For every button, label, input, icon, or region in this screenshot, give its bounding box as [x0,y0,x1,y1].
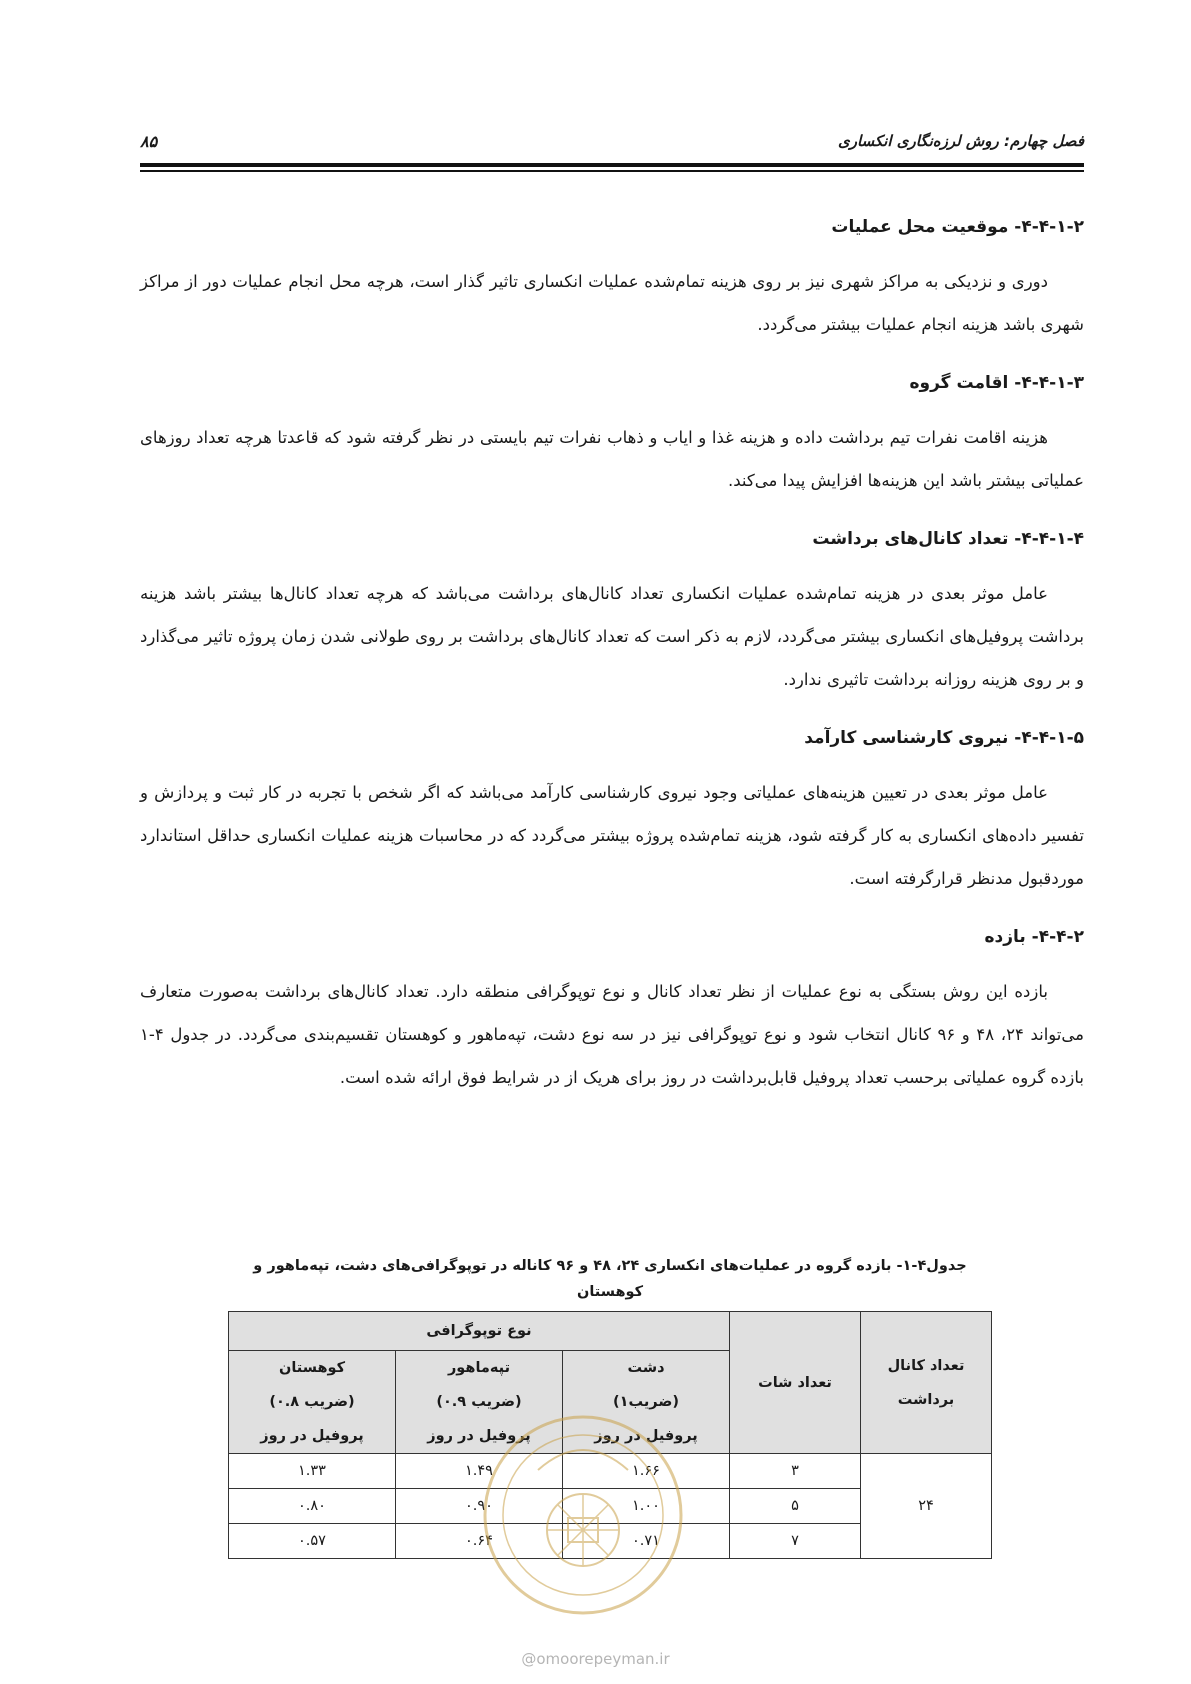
section-paragraph: هزینه اقامت نفرات تیم برداشت داده و هزینه غذا و ایاب و ذهاب نفرات تیم بایستی در نظر گرفته شود که قاعدتا هرچه تعداد روزهای عملیاتی بیشتر باشد این هزینه‌ها افزایش پیدا می‌کند. [140,428,1084,490]
cell-tappe: ۰.۹۰ [396,1489,563,1524]
efficiency-table-block [228,1253,992,1559]
topo-name: دشت [627,1360,665,1376]
section-paragraph: عامل موثر بعدی در هزینه تمام‌شده عملیات انکساری تعداد کانال‌های برداشت می‌باشد که هرچه تعداد کانال‌ها بیشتر باشد هزینه برداشت پروفیل‌های انکساری بیشتر می‌گردد، لازم به ذکر است که تعداد کانال‌های برداشت بر روی طولانی شدن زمان پروژه تاثیر می‌گذارد و بر روی هزینه روزانه برداشت تاثیری ندارد. [140,584,1084,689]
section-paragraph: عامل موثر بعدی در تعیین هزینه‌های عملیاتی وجود نیروی کارشناسی کارآمد می‌باشد که اگر شخص با تجربه در کار ثبت و پردازش و تفسیر داده‌های انکساری به کار گرفته شود، هزینه تمام‌شده پروژه بیشتر می‌گردد که در محاسبات هزینه عملیات انکساری حداقل استاندارد موردقبول مدنظر قرارگرفته است. [140,783,1084,888]
col-header-topography-group: نوع توپوگرافی [229,1312,730,1351]
col-header-channels-line2: برداشت [897,1391,955,1408]
col-header-channels [861,1312,992,1454]
cell-kuhestan: ۱.۳۳ [229,1454,396,1489]
col-header-channels-line1: تعداد کانال [887,1357,965,1374]
section-paragraph: بازده این روش بستگی به نوع عملیات از نظر تعداد کانال و نوع توپوگرافی منطقه دارد. تعداد کانال‌های برداشت به‌صورت متعارف می‌تواند ۲۴، ۴۸ و ۹۶ کانال انتخاب شود و نوع توپوگرافی نیز در سه نوع دشت، تپه‌ماهور و کوهستان تقسیم‌بندی می‌گردد. در جدول ۴-۱ بازده گروه عملیاتی برحسب تعداد پروفیل قابل‌برداشت در روز برای هریک از در شرایط فوق ارائه شده است. [140,982,1084,1087]
page-number: ۸۵ [140,132,158,151]
topo-unit: پروفیل در روز [594,1428,698,1444]
col-header-tappe [396,1351,563,1454]
cell-dasht: ۱.۰۰ [563,1489,730,1524]
cell-kuhestan: ۰.۸۰ [229,1489,396,1524]
section-heading: ۴-۴-۱-۴- تعداد کانال‌های برداشت [812,529,1084,549]
cell-tappe: ۰.۶۴ [396,1524,563,1559]
section-heading: ۴-۴-۲- بازده [984,927,1084,947]
cell-channels: ۲۴ [861,1454,992,1559]
table-row [229,1454,992,1489]
cell-kuhestan: ۰.۵۷ [229,1524,396,1559]
watermark-site [0,1650,1191,1668]
topo-coef: (ضریب۱) [613,1394,679,1410]
topo-unit: پروفیل در روز [427,1428,531,1444]
topo-name: کوهستان [278,1360,346,1376]
col-header-dasht [563,1351,730,1454]
header-rule-thin [140,170,1084,172]
main-content [140,212,1084,1121]
col-header-shots: تعداد شات [730,1312,861,1454]
section-heading: ۴-۴-۱-۳- اقامت گروه [909,373,1084,393]
watermark-site-text: omoorepeyman.ir [536,1650,670,1668]
cell-shots: ۳ [730,1454,861,1489]
topo-coef: (ضریب ۰.۸) [269,1394,355,1410]
cell-dasht: ۰.۷۱ [563,1524,730,1559]
efficiency-table [228,1311,992,1559]
page-header [140,128,1084,158]
cell-dasht: ۱.۶۶ [563,1454,730,1489]
topo-name: تپه‌ماهور [447,1360,511,1376]
header-rule-thick [140,163,1084,167]
cell-shots: ۷ [730,1524,861,1559]
cell-tappe: ۱.۴۹ [396,1454,563,1489]
section-heading: ۴-۴-۱-۵- نیروی کارشناسی کارآمد [804,728,1084,748]
section-paragraph: دوری و نزدیکی به مراکز شهری نیز بر روی هزینه تمام‌شده عملیات انکساری تاثیر گذار است، هرچه محل انجام عملیات دور از مراکز شهری باشد هزینه انجام عملیات بیشتر می‌گردد. [140,272,1084,334]
cell-shots: ۵ [730,1489,861,1524]
topo-coef: (ضریب ۰.۹) [436,1394,522,1410]
topo-unit: پروفیل در روز [260,1428,364,1444]
col-header-kuhestan [229,1351,396,1454]
section-heading: ۴-۴-۱-۲- موقعیت محل عملیات [831,217,1084,237]
chapter-title: فصل چهارم: روش لرزه‌نگاری انکساری [837,132,1084,150]
table-caption: جدول۴-۱- بازده گروه در عملیات‌های انکساری ۲۴، ۴۸ و ۹۶ کاناله در توپوگرافی‌های دشت، تپه‌ماهور و کوهستان [253,1258,967,1300]
at-icon: @ [521,1650,537,1668]
